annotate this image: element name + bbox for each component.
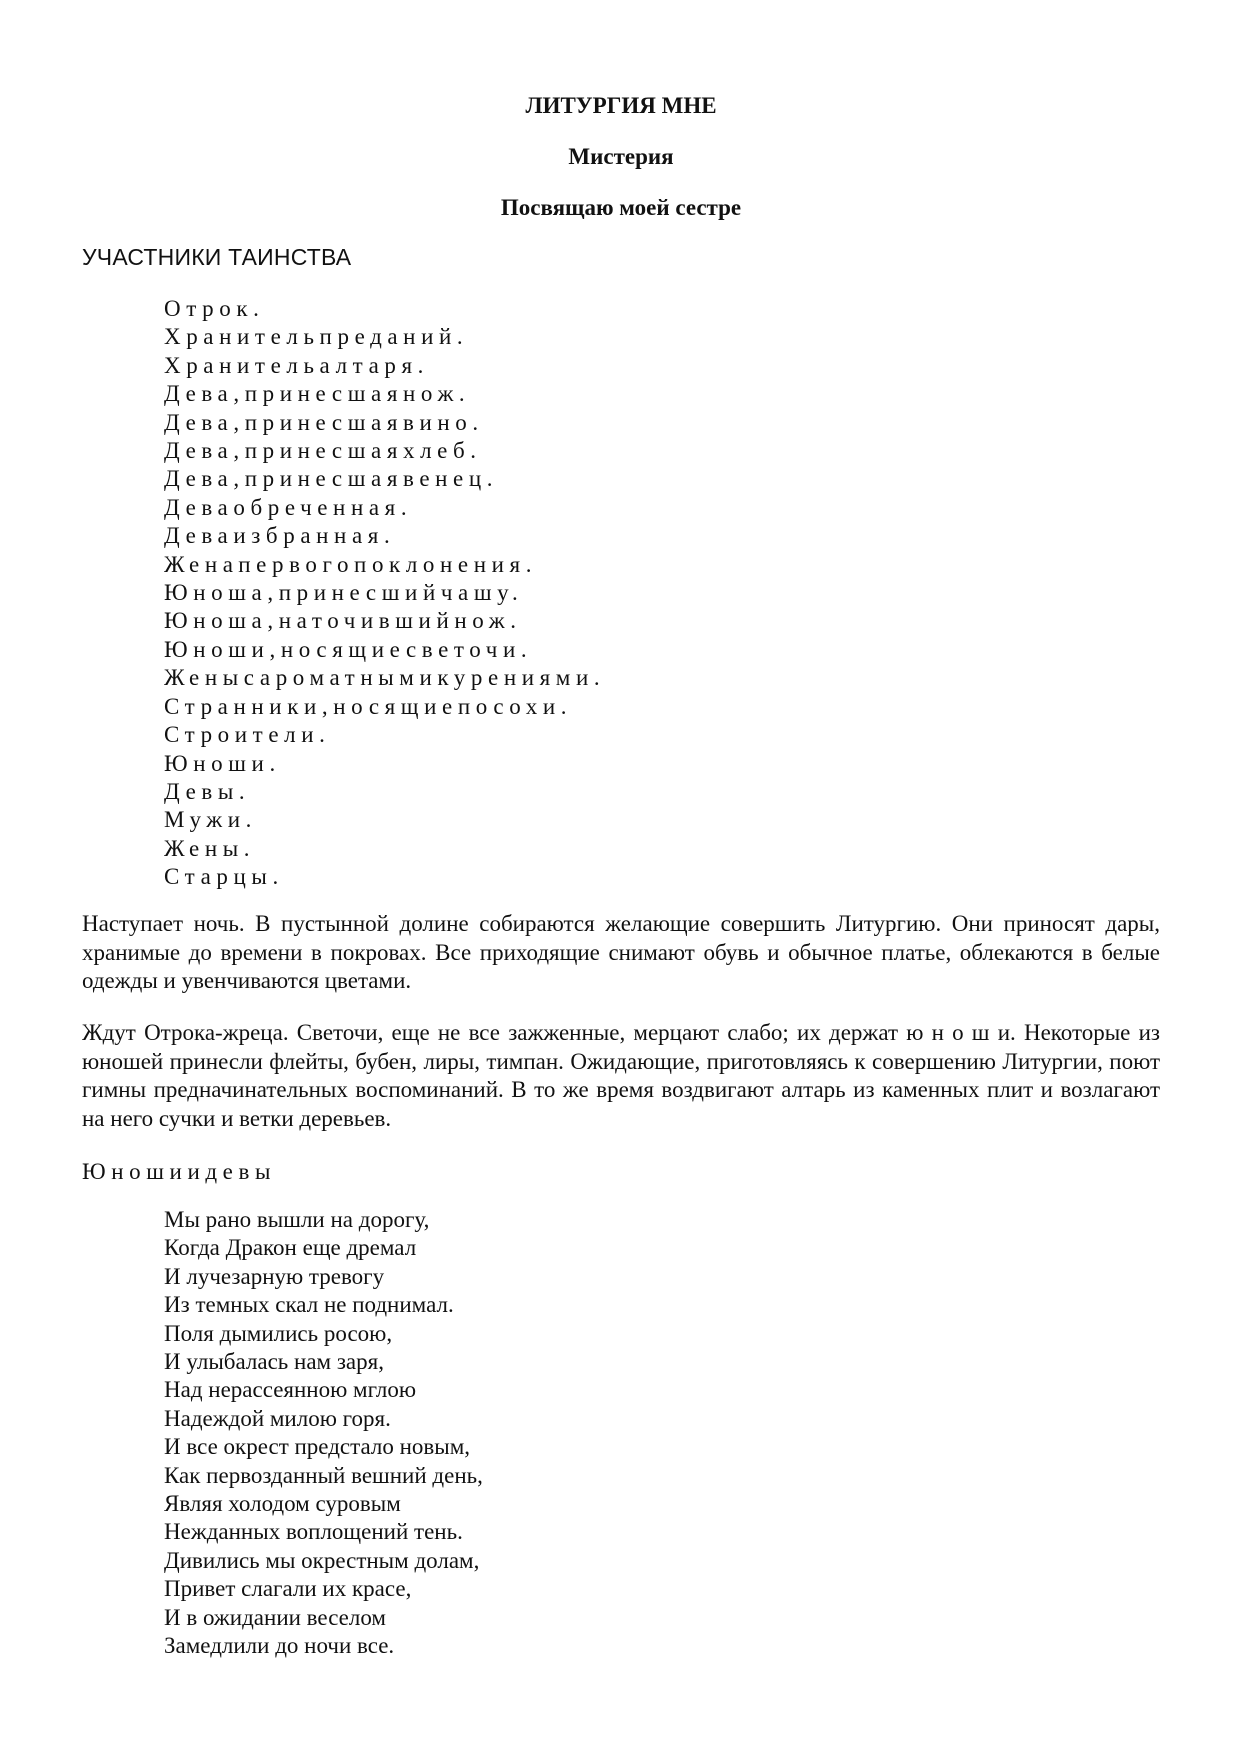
poem-line: Нежданных воплощений тень. [164, 1519, 463, 1545]
cast-list-item: Строители. [164, 722, 331, 748]
speaker-label: Юношиидевы [82, 1159, 276, 1184]
poem-line: Из темных скал не поднимал. [164, 1292, 454, 1318]
cast-list-item: Хранительалтаря. [164, 352, 430, 378]
poem-line: Являя холодом суровым [164, 1491, 401, 1517]
cast-list-item: Дева,принесшаявино. [164, 409, 484, 435]
poem-line: И в ожидании веселом [164, 1604, 386, 1630]
poem-line: Когда Дракон еще дремал [164, 1235, 417, 1261]
poem-line: Надеждой милою горя. [164, 1405, 391, 1431]
poem-verse [164, 1206, 483, 1661]
cast-list-item: Деваобреченная. [164, 494, 413, 520]
cast-list-item: Дева,принесшаяхлеб. [164, 438, 482, 464]
cast-list-item: Мужи. [164, 807, 258, 833]
cast-list-item: Юноши. [164, 750, 281, 776]
stage-direction-paragraph: Ждут Отрока-жреца. Светочи, еще не все зажженные, мерцают слабо; их держат ю н о ш и. Некоторые из юношей принесли флейты, бубен, лиры, тимпан. Ожидающие, приготовляясь к совершению Литургии, поют гимны предначинательных воспоминаний. В то же время воздвигают алтарь из каменных плит и возлагают на него сучки и ветки деревьев. [82, 1020, 1160, 1131]
poem-line: И все окрест предстало новым, [164, 1434, 471, 1460]
stage-direction-paragraph: Наступает ночь. В пустынной долине собираются желающие совершить Литургию. Они приносят дары, хранимые до времени в покровах. Все приходящие снимают обувь и обычное платье, облекаются в белые одежды и увенчиваются цветами. [82, 911, 1160, 993]
cast-list-item: Дева,принесшаянож. [164, 381, 471, 407]
cast-heading: УЧАСТНИКИ ТАИНСТВА [82, 244, 352, 270]
poem-line: Привет слагали их красе, [164, 1576, 412, 1602]
document-subtitle: Мистерия [568, 144, 674, 169]
cast-list-item: Старцы. [164, 864, 284, 890]
cast-list-item: Женысароматнымикурениями. [164, 665, 606, 691]
poem-line: Мы рано вышли на дорогу, [164, 1207, 430, 1232]
document-title: ЛИТУРГИЯ МНЕ [525, 93, 717, 118]
poem-line: Как первозданный вешний день, [164, 1462, 483, 1488]
poem-line: И лучезарную тревогу [164, 1263, 385, 1289]
cast-list-item: Юноши,носящиесветочи. [164, 636, 533, 662]
cast-list-item: Девы. [164, 778, 251, 804]
poem-line: И улыбалась нам заря, [164, 1349, 384, 1375]
cast-list-item: Юноша,принесшийчашу. [164, 580, 524, 606]
cast-list-item: Жены. [164, 835, 256, 861]
poem-line: Дивились мы окрестным долам, [164, 1547, 480, 1573]
document-dedication: Посвящаю моей сестре [500, 195, 742, 220]
cast-list-item: Отрок. [164, 296, 265, 321]
poem-line: Над нерассеянною мглою [164, 1377, 417, 1403]
cast-list-item: Дева,принесшаявенец. [164, 466, 499, 492]
cast-list-item: Юноша,наточившийнож. [164, 608, 522, 634]
cast-list-item: Женапервогопоклонения. [164, 551, 538, 577]
cast-list-item: Странники,носящиепосохи. [164, 693, 573, 719]
cast-list-item: Деваизбранная. [164, 523, 396, 549]
cast-list-item: Хранительпреданий. [164, 324, 469, 350]
poem-line: Поля дымились росою, [164, 1320, 393, 1346]
poem-line: Замедлили до ночи все. [164, 1633, 395, 1659]
cast-list [164, 295, 605, 892]
